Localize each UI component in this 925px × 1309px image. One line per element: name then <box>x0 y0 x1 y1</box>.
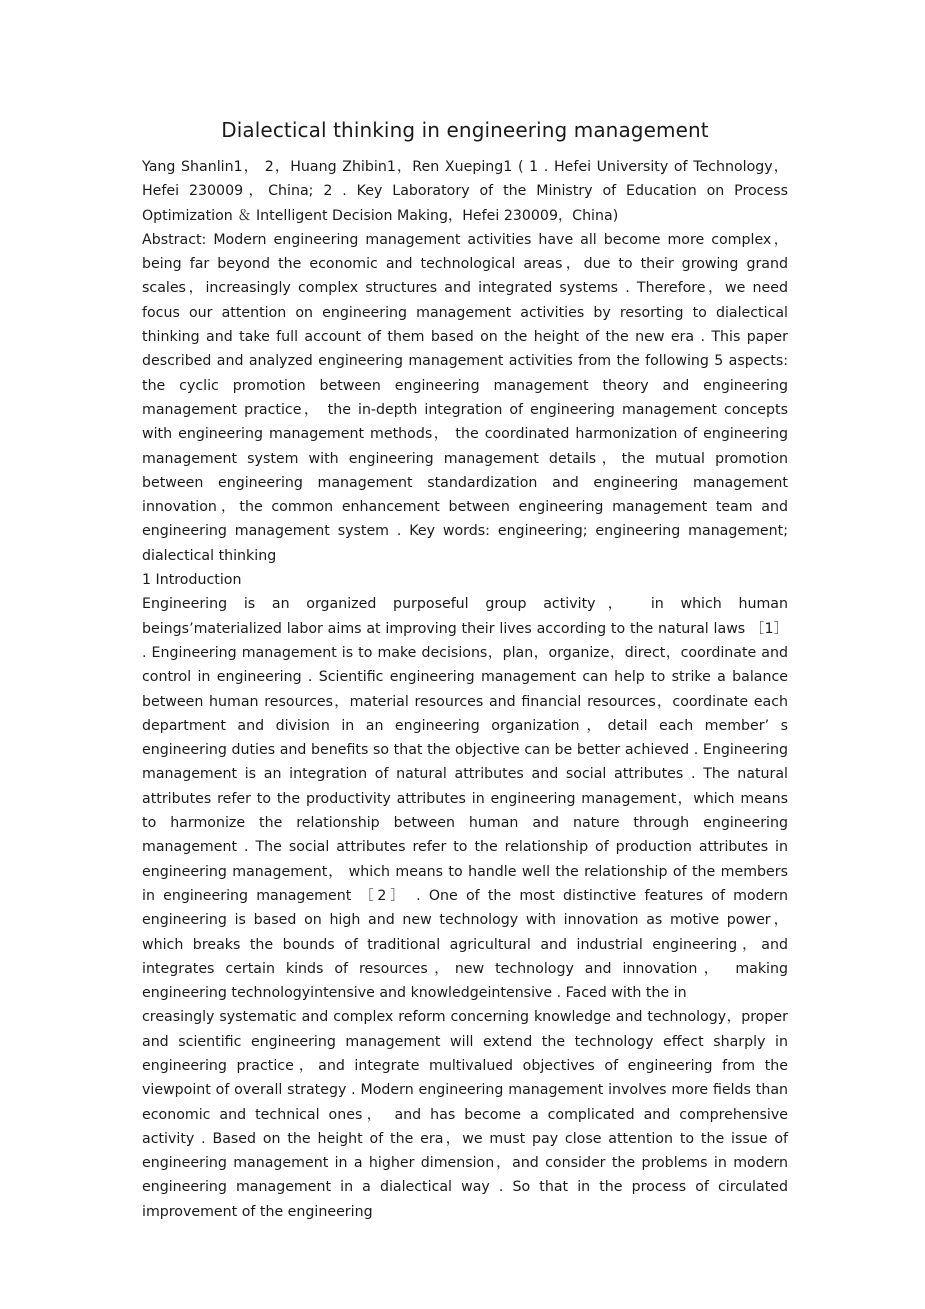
intro-paragraph-1: Engineering is an organized purposeful group activity， in which human beings’materialized labor aims at improving their lives according to the natural laws ［1］ . Engineering management is to make decisions，plan，organize，direct，coordinate and control in engineering . Scientific engineering management can help to strike a balance between human resources，material resources and financial resources，coordinate each department and division in an engineering organization，detail each member’ s engineering duties and benefits so that the objective can be better achieved . Engineering management is an integration of natural attributes and social attributes . The natural attributes refer to the productivity attributes in engineering management，which means to harmonize the relationship between human and nature through engineering management . The social attributes refer to the relationship of production attributes in engineering management， which means to handle well the relationship of the members in engineering management ［2］ . One of the most distinctive features of modern engineering is based on high and new technology with innovation as motive power，which breaks the bounds of traditional agricultural and industrial engineering，and integrates certain kinds of resources，new technology and innovation， making engineering technologyintensive and knowledgeintensive . Faced with the in <box>142 596 788 1002</box>
paper-title: Dialectical thinking in engineering management <box>221 118 709 142</box>
paper-page <box>142 118 788 1224</box>
abstract-keywords: Abstract: Modern engineering management activities have all become more complex， being far beyond the economic and technological areas，due to their growing grand scales，increasingly complex structures and integrated systems . Therefore，we need focus our attention on engineering management activities by resorting to dialectical thinking and take full account of them based on the height of the new era . This paper described and analyzed engineering management activities from the following 5 aspects: the cyclic promotion between engineering management theory and engineering management practice， the in-depth integration of engineering management concepts with engineering management methods， the coordinated harmonization of engineering management system with engineering management details，the mutual promotion between engineering management standardization and engineering management innovation，the common enhancement between engineering management team and engineering management system . Key words: engineering; engineering management; dialectical thinking <box>142 231 788 564</box>
authors-affiliations: Yang Shanlin1， 2，Huang Zhibin1，Ren Xueping1 ( 1 . Hefei University of Technology，Hefei 230009，China; 2 . Key Laboratory of the Ministry of Education on Process Optimization ＆ Intelligent Decision Making，Hefei 230009，China) <box>142 159 788 224</box>
intro-paragraph-2: creasingly systematic and complex reform concerning knowledge and technology，proper and scientific engineering management will extend the technology effect sharply in engineering practice，and integrate multivalued objectives of engineering from the viewpoint of overall strategy . Modern engineering management involves more fields than economic and technical ones， and has become a complicated and comprehensive activity . Based on the height of the era，we must pay close attention to the issue of engineering management in a higher dimension，and consider the problems in modern engineering management in a dialectical way . So that in the process of circulated improvement of the engineering <box>142 1009 788 1220</box>
section-heading-introduction: 1 Introduction <box>142 572 242 589</box>
